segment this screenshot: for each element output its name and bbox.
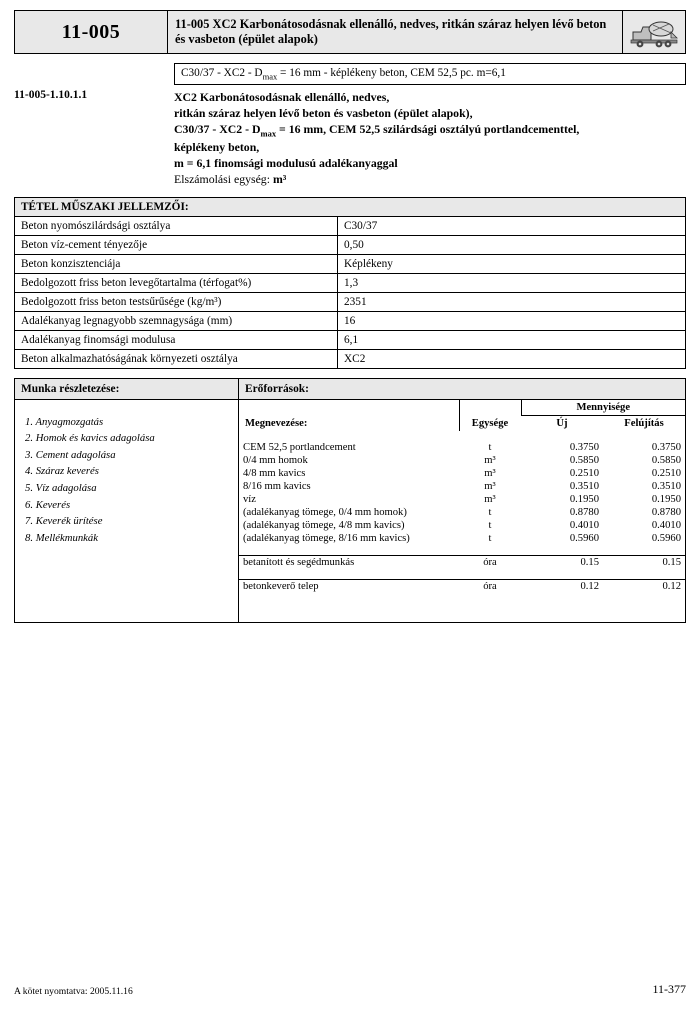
- work-steps-list: [15, 400, 238, 547]
- long-desc-line-5: m = 6,1 finomsági modulusú adalékanyaggal: [174, 155, 398, 170]
- tech-table-caption: TÉTEL MŰSZAKI JELLEMZŐI:: [15, 197, 686, 216]
- tech-row-value: 16: [338, 311, 686, 330]
- column-header-quantity-group: Mennyisége: [521, 400, 685, 416]
- resource-unit: m³: [484, 493, 496, 505]
- concrete-mixer-truck-icon: [622, 11, 685, 53]
- spacer-row: [239, 593, 685, 603]
- resource-qty-renov: 0.3510: [651, 480, 681, 492]
- long-desc-line-1: XC2 Karbonátosodásnak ellenálló, nedves,: [174, 90, 390, 105]
- resource-name: víz: [243, 493, 256, 505]
- machine-unit: óra: [459, 579, 521, 593]
- list-item: 2. Homok és kavics adagolása: [25, 432, 155, 445]
- spacer-row: [239, 545, 685, 556]
- list-item: 5. Víz adagolása: [25, 482, 97, 494]
- resources-heading: Erőforrások:: [239, 379, 685, 400]
- resource-name: (adalékanyag tömege, 4/8 mm kavics): [243, 519, 405, 531]
- item-code: 11-005-1.10.1.1: [14, 89, 88, 101]
- table-row: [15, 254, 686, 273]
- resource-name: CEM 52,5 portlandcement: [243, 441, 356, 453]
- list-item: 6. Keverés: [25, 498, 71, 511]
- list-item: 3. Cement adagolása: [25, 448, 116, 461]
- table-row: [239, 579, 685, 593]
- page-footer: [14, 982, 686, 997]
- resource-qty-new: 0.5850: [569, 454, 599, 466]
- technical-properties-table: [14, 197, 686, 369]
- resource-unit: t: [488, 441, 492, 453]
- column-header-qty-renov: Felújítás: [624, 417, 664, 429]
- accounting-unit: [174, 172, 686, 188]
- resource-qty-renov: 0.3750: [651, 441, 681, 453]
- resource-qty-new: 0.4010: [569, 519, 599, 531]
- header-item-title: 11-005 XC2 Karbonátosodásnak ellenálló, nedves, ritkán száraz helyen lévő beton és vasbeton (épület alapok): [168, 11, 622, 53]
- table-row: [15, 235, 686, 254]
- table-row: [239, 506, 685, 519]
- work-details-heading: Munka részletezése:: [15, 379, 238, 400]
- column-header-qty-new: Új: [556, 417, 568, 429]
- resource-name: (adalékanyag tömege, 0/4 mm homok): [243, 506, 407, 518]
- tech-row-label: Beton konzisztenciája: [15, 254, 338, 273]
- resource-unit: t: [488, 506, 492, 518]
- table-row: [239, 480, 685, 493]
- resource-unit: t: [488, 519, 492, 531]
- tech-row-label: Beton nyomószilárdsági osztálya: [15, 216, 338, 235]
- table-row: [239, 532, 685, 545]
- long-desc-line-4: képlékeny beton,: [174, 139, 260, 154]
- resources-panel: [239, 379, 685, 622]
- labour-qty-renov: 0.15: [603, 555, 685, 569]
- long-desc-line-3: $C30/37 - XC2 - D_{max} = 16$ mm, CEM 52,5 szilárdsági osztályú portlandcementtel,: [174, 122, 580, 139]
- list-item: 4. Száraz keverés: [25, 465, 99, 478]
- tech-row-label: Beton alkalmazhatóságának környezeti osztálya: [15, 349, 338, 368]
- machine-name: betonkeverő telep: [239, 579, 459, 593]
- tech-row-label: Bedolgozott friss beton testsűrűsége (kg/m³): [15, 292, 338, 311]
- resource-name: 0/4 mm homok: [243, 454, 308, 466]
- resources-table: [239, 400, 685, 603]
- table-row: [15, 330, 686, 349]
- labour-qty-new: 0.15: [521, 555, 603, 569]
- table-row: [239, 467, 685, 480]
- item-short-description: [174, 63, 686, 85]
- spacer-row: [239, 569, 685, 580]
- resource-name: 8/16 mm kavics: [243, 480, 311, 492]
- tech-row-value: 2351: [338, 292, 686, 311]
- accounting-unit-value: m³: [272, 171, 287, 186]
- accounting-unit-label: Elszámolási egység:: [174, 171, 270, 186]
- resource-qty-renov: 0.8780: [651, 506, 681, 518]
- table-row: [239, 454, 685, 467]
- header-item-code: 11-005: [15, 11, 168, 53]
- tech-row-value: XC2: [344, 352, 366, 365]
- resource-name: 4/8 mm kavics: [243, 467, 306, 479]
- item-long-description: [174, 85, 686, 187]
- spacer-row: [239, 431, 685, 441]
- tech-row-label: Bedolgozott friss beton levegőtartalma (térfogat%): [15, 273, 338, 292]
- resource-qty-new: 0.8780: [569, 506, 599, 518]
- print-info: A kötet nyomtatva: 2005.11.16: [14, 986, 133, 997]
- resource-qty-renov: 0.4010: [651, 519, 681, 531]
- table-row: [239, 441, 685, 454]
- resource-qty-renov: 0.5960: [651, 532, 681, 544]
- resource-qty-new: 0.2510: [569, 467, 599, 479]
- short-desc-sub: max: [262, 71, 278, 82]
- tech-row-label: Adalékanyag legnagyobb szemnagysága (mm): [15, 311, 338, 330]
- tech-row-value: C30/37: [338, 216, 686, 235]
- table-row: [15, 349, 686, 368]
- labour-unit: óra: [459, 555, 521, 569]
- table-row: [15, 292, 686, 311]
- resource-qty-new: 0.1950: [569, 493, 599, 505]
- tech-row-value: 0,50: [338, 235, 686, 254]
- long-desc-line-2: ritkán száraz helyen lévő beton és vasbeton (épület alapok),: [174, 106, 473, 121]
- list-item: 7. Keverék ürítése: [25, 515, 103, 528]
- column-header-unit: Egysége: [459, 400, 521, 431]
- resource-qty-new: 0.3750: [569, 441, 599, 453]
- resource-qty-new: 0.3510: [569, 480, 599, 492]
- resource-unit: m³: [484, 467, 496, 479]
- short-desc-prefix: C30/37 - XC2 - D: [181, 67, 263, 79]
- table-row: [239, 493, 685, 506]
- item-description-body: [174, 63, 686, 188]
- labour-name: betanított és segédmunkás: [239, 555, 459, 569]
- page-header: [14, 10, 686, 54]
- table-row: [15, 311, 686, 330]
- list-item: 1. Anyagmozgatás: [25, 415, 104, 428]
- item-description-block: [14, 63, 686, 188]
- resource-qty-renov: 0.5850: [651, 454, 681, 466]
- resource-qty-new: 0.5960: [569, 532, 599, 544]
- tech-row-label: Adalékanyag finomsági modulusa: [15, 330, 338, 349]
- tech-row-label: Beton víz-cement tényezője: [15, 235, 338, 254]
- tech-table-caption-row: [15, 197, 686, 216]
- resource-unit: t: [488, 532, 492, 544]
- resource-unit: m³: [484, 480, 496, 492]
- table-row: [239, 519, 685, 532]
- page-number: 11-377: [652, 982, 686, 996]
- short-desc-suffix: = 16 mm - képlékeny beton, CEM 52,5 pc. m=6,1: [277, 67, 506, 79]
- column-header-name: Megnevezése:: [245, 417, 308, 429]
- tech-row-value: 1,3: [338, 273, 686, 292]
- machine-qty-renov: 0.12: [603, 579, 685, 593]
- table-row: [15, 273, 686, 292]
- table-row: [15, 216, 686, 235]
- list-item: 8. Mellékmunkák: [25, 531, 98, 544]
- resource-unit: m³: [484, 454, 496, 466]
- work-and-resources-block: [14, 378, 686, 623]
- resources-group-header-row: [239, 400, 685, 416]
- resource-name: (adalékanyag tömege, 8/16 mm kavics): [243, 532, 410, 544]
- work-details-panel: [15, 379, 239, 622]
- resource-qty-renov: 0.1950: [651, 493, 681, 505]
- machine-qty-new: 0.12: [521, 579, 603, 593]
- resource-qty-renov: 0.2510: [651, 467, 681, 479]
- table-row: [239, 555, 685, 569]
- tech-row-value: 6,1: [338, 330, 686, 349]
- tech-row-value: Képlékeny: [338, 254, 686, 273]
